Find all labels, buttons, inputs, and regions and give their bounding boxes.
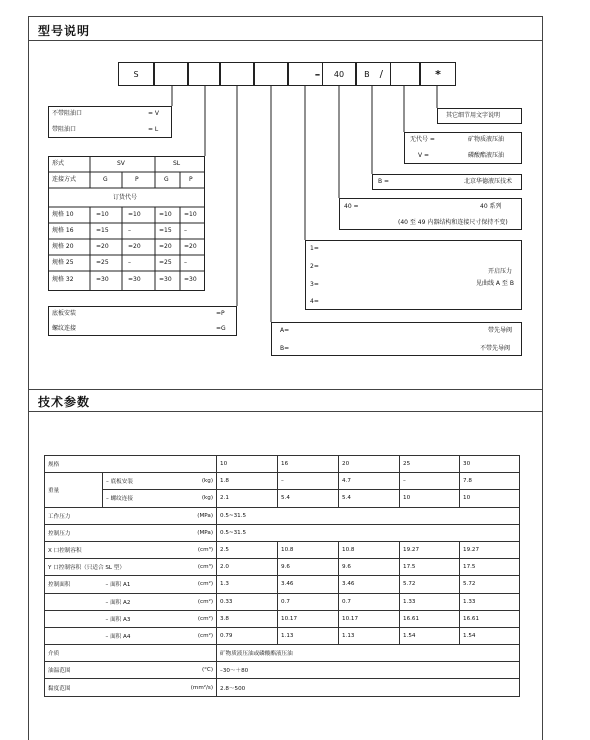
table-row	[45, 473, 520, 490]
header-cell: 10	[217, 456, 278, 473]
cell: 7.8	[460, 473, 520, 490]
b-text: 北京华德液压技术	[464, 178, 513, 185]
other-details-text: 其它细节用文字说明	[446, 112, 501, 119]
row-sub: – 面积 A3	[103, 610, 181, 627]
size-value: –	[184, 227, 187, 234]
cell: 5.72	[460, 576, 520, 593]
conn-p2: P	[189, 176, 193, 183]
table-row	[45, 541, 520, 558]
row-sub: – 面积 A2	[103, 593, 181, 610]
cell: 5.4	[278, 490, 339, 507]
table-row	[45, 662, 520, 679]
row-label: Y 口控制容积（只适合 SL 型）	[45, 559, 181, 576]
v-text: 磷酸酯液压油	[468, 152, 505, 159]
cell: 5.4	[339, 490, 400, 507]
row-unit: (cm²)	[181, 627, 217, 644]
cell: 1.3	[217, 576, 278, 593]
code-cell-series: 40	[322, 62, 356, 86]
table-row	[45, 490, 520, 507]
conn-label: 连接方式	[52, 176, 77, 183]
params-table	[44, 455, 520, 697]
size-value: =10	[184, 211, 197, 218]
plate-code: =P	[216, 310, 225, 317]
table-row	[45, 593, 520, 610]
code-cell-s: S	[118, 62, 154, 86]
table-row	[45, 507, 520, 524]
cell: 0.7	[339, 593, 400, 610]
cell: 10.8	[339, 541, 400, 558]
bb-label: B=	[280, 345, 290, 352]
row-unit: (MPa)	[181, 524, 217, 541]
size-value: =10	[96, 211, 109, 218]
row-sub: – 螺纹连接	[103, 490, 181, 507]
header-cell: 25	[400, 456, 460, 473]
row-unit: (cm³)	[181, 541, 217, 558]
cell: 9.6	[339, 559, 400, 576]
cell: –	[278, 473, 339, 490]
thread-label: 螺纹连接	[52, 325, 77, 332]
damping-code: = L	[148, 126, 159, 133]
size-value: –	[184, 259, 187, 266]
no-damping-code: = V	[148, 110, 160, 117]
size-value: –	[128, 259, 131, 266]
code-cell-star: *	[420, 62, 456, 86]
cell: 2.0	[217, 559, 278, 576]
header-cell: 30	[460, 456, 520, 473]
size-name: 规格 32	[52, 276, 74, 283]
row-sub: – 底板安装	[103, 473, 181, 490]
table-row	[45, 610, 520, 627]
table-row	[45, 456, 520, 473]
table-row	[45, 679, 520, 696]
cell: 4.7	[339, 473, 400, 490]
cell: 1.54	[400, 627, 460, 644]
series-note: (40 至 49 内器结构和连接尺寸保持不变)	[398, 219, 508, 226]
row-label: X 口控制容积	[45, 541, 181, 558]
cell: 3.46	[339, 576, 400, 593]
table-row	[45, 576, 520, 593]
a-label: A=	[280, 327, 290, 334]
cell: 10.17	[278, 610, 339, 627]
size-value: =15	[96, 227, 109, 234]
cell: 10.8	[278, 541, 339, 558]
row-label: 黏度范围	[45, 679, 181, 696]
size-value: =15	[159, 227, 172, 234]
bb-text: 不带先导阀	[480, 345, 511, 352]
row-unit: (cm²)	[181, 576, 217, 593]
code-cell-dash: –	[288, 62, 322, 86]
cell: 17.5	[460, 559, 520, 576]
cell: 3.8	[217, 610, 278, 627]
cell: 9.6	[278, 559, 339, 576]
b-label: B =	[378, 178, 390, 185]
a-text: 带先导阀	[488, 327, 513, 334]
row-unit: (cm²)	[181, 610, 217, 627]
pressure-item-1: 1=	[310, 245, 319, 252]
cell: 10	[460, 490, 520, 507]
table-row	[45, 645, 520, 662]
form-sl: SL	[173, 160, 181, 167]
table-row	[45, 559, 520, 576]
size-value: =30	[184, 276, 197, 283]
cell: 5.72	[400, 576, 460, 593]
row-sub: – 面积 A4	[103, 627, 181, 644]
no-damping-label: 不带阻油口	[52, 110, 83, 117]
pressure-item-4: 4=	[310, 298, 319, 305]
v-label: V =	[418, 152, 430, 159]
size-value: =30	[96, 276, 109, 283]
row-unit: (mm²/s)	[181, 679, 217, 696]
params-title-divider	[28, 411, 542, 412]
row-unit: (cm³)	[181, 559, 217, 576]
cell: 1.33	[460, 593, 520, 610]
pressure-item-2: 2=	[310, 263, 319, 270]
ctrl-area-label: 控制面积	[45, 576, 103, 593]
size-value: =20	[159, 243, 172, 250]
cell: 0.7	[278, 593, 339, 610]
damping-label: 带阻油口	[52, 126, 77, 133]
row-unit: (°C)	[181, 662, 217, 679]
conn-g1: G	[103, 176, 108, 183]
section-divider	[28, 389, 542, 390]
cell: 3.46	[278, 576, 339, 593]
conn-p1: P	[135, 176, 139, 183]
cell: 1.54	[460, 627, 520, 644]
cell: 2.5	[217, 541, 278, 558]
pressure-item-3: 3=	[310, 281, 319, 288]
table-row	[45, 524, 520, 541]
row-unit: (kg)	[181, 473, 217, 490]
cell-span: 矿物质液压油或磷酸酯液压油	[217, 645, 520, 662]
weight-label: 重量	[45, 473, 103, 507]
noseal-label: 无代号 =	[410, 136, 435, 143]
cell: 1.13	[339, 627, 400, 644]
mounting-box	[48, 306, 237, 336]
cell: 1.8	[217, 473, 278, 490]
code-cell-b: B /	[356, 62, 390, 86]
model-title: 型号说明	[38, 24, 91, 38]
size-value: –	[128, 227, 131, 234]
size-value: =10	[159, 211, 172, 218]
cell: 16.61	[460, 610, 520, 627]
size-value: =30	[128, 276, 141, 283]
size-value: =20	[128, 243, 141, 250]
row-unit: (kg)	[181, 490, 217, 507]
cell-span: 0.5~31.5	[217, 507, 520, 524]
header-cell: 16	[278, 456, 339, 473]
size-name: 规格 25	[52, 259, 74, 266]
header-cell: 20	[339, 456, 400, 473]
cell: 10	[400, 490, 460, 507]
cell: 0.33	[217, 593, 278, 610]
size-value: =20	[184, 243, 197, 250]
cell-span: 0.5~31.5	[217, 524, 520, 541]
cell: 19.27	[460, 541, 520, 558]
size-value: =30	[159, 276, 172, 283]
cell: 19.27	[400, 541, 460, 558]
cell: 1.33	[400, 593, 460, 610]
row-label: 控制压力	[45, 524, 181, 541]
cell-span: –30～＋80	[217, 662, 520, 679]
size-name: 规格 20	[52, 243, 74, 250]
series-text: 40 系列	[480, 203, 502, 210]
row-unit: (cm²)	[181, 593, 217, 610]
params-title: 技术参数	[38, 395, 91, 409]
cell: 2.1	[217, 490, 278, 507]
header-label: 规格	[45, 456, 217, 473]
cell: 0.79	[217, 627, 278, 644]
size-name: 规格 10	[52, 211, 74, 218]
size-value: =25	[159, 259, 172, 266]
pressure-text2: 见曲线 A 至 B	[476, 280, 514, 287]
thread-code: =G	[216, 325, 226, 332]
row-label: 油温范围	[45, 662, 181, 679]
row-sub: – 面积 A1	[103, 576, 181, 593]
order-label: 订货代号	[113, 194, 138, 201]
cell: –	[400, 473, 460, 490]
noseal-text: 矿物质液压油	[468, 136, 505, 143]
table-row	[45, 627, 520, 644]
row-label: 介质	[45, 645, 217, 662]
series-label: 40 =	[344, 203, 359, 210]
row-unit: (MPa)	[181, 507, 217, 524]
cell: 17.5	[400, 559, 460, 576]
size-value: =25	[96, 259, 109, 266]
size-value: =10	[128, 211, 141, 218]
size-name: 规格 16	[52, 227, 74, 234]
conn-g2: G	[164, 176, 169, 183]
cell-span: 2.8～500	[217, 679, 520, 696]
pressure-text1: 开启压力	[488, 268, 513, 275]
row-label: 工作压力	[45, 507, 181, 524]
size-value: =20	[96, 243, 109, 250]
plate-label: 底板安装	[52, 310, 77, 317]
cell: 1.13	[278, 627, 339, 644]
form-label: 形式	[52, 160, 65, 167]
form-sv: SV	[117, 160, 125, 167]
cell: 10.17	[339, 610, 400, 627]
cell: 16.61	[400, 610, 460, 627]
